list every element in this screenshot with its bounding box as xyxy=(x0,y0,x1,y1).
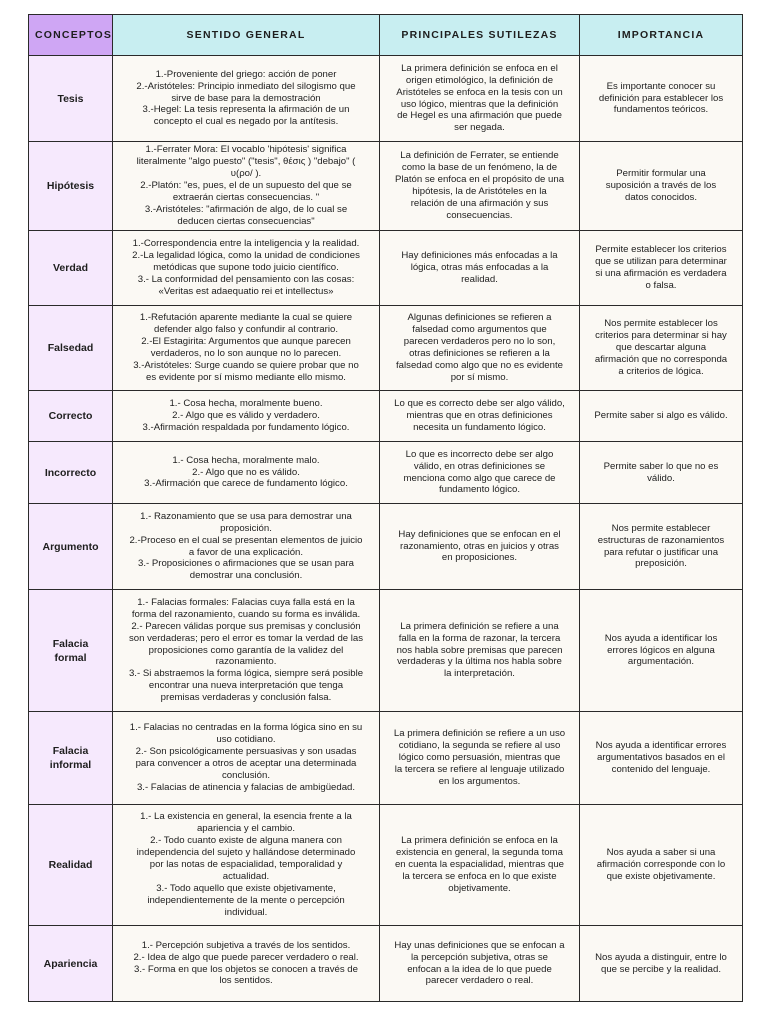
text-line: 1.-Proveniente del griego: acción de poner xyxy=(155,68,337,80)
text-line: proposiciones como garantía de la validez del xyxy=(148,644,344,656)
text-line: o falsa. xyxy=(645,279,677,291)
sutilezas-cell xyxy=(380,926,580,1002)
text-line: 3.- Forma en que los objetos se conocen a través de xyxy=(134,963,358,975)
text-line: uso lógico, mientras que la definición xyxy=(400,98,559,110)
sutilezas-cell xyxy=(380,442,580,504)
text-line: Falsedad xyxy=(47,342,94,354)
text-line: falsedad como algo que no es evidente xyxy=(396,359,563,371)
text-line: 2.- Son psicológicamente persuasivas y son usadas xyxy=(135,746,357,758)
text-line: 2.- Algo que no es válido. xyxy=(192,466,300,478)
text-line: 1.-Refutación aparente mediante la cual se quiere xyxy=(139,312,353,324)
text-line: 1.- Cosa hecha, moralmente bueno. xyxy=(169,398,323,410)
text-line: formal xyxy=(54,651,87,664)
text-line: estructuras de razonamientos xyxy=(597,534,725,546)
text-line: 2.-Platón: "es, pues, el de un supuesto del que se xyxy=(140,180,352,192)
text-line: 3.-Afirmación respaldada por fundamento lógico. xyxy=(142,421,350,433)
text-line: Nos ayuda a distinguir, entre lo xyxy=(595,951,727,963)
importancia-cell xyxy=(580,712,743,805)
sentido-general-cell xyxy=(113,56,380,142)
text-line: suposición a través de los xyxy=(605,180,717,192)
text-line: 3.- Falacias de atinencia y falacias de ambigüedad. xyxy=(136,781,356,793)
sutilezas-cell xyxy=(380,391,580,442)
text-line: «Veritas est adaequatio rei et intellectus» xyxy=(158,285,334,297)
importancia-cell xyxy=(580,590,743,712)
text-line: Permitir formular una xyxy=(616,168,706,180)
text-line: proposición. xyxy=(220,522,272,534)
text-line: necesita un fundamento lógico. xyxy=(413,421,546,433)
sutilezas-cell xyxy=(380,504,580,590)
text-line: a favor de una explicación. xyxy=(188,546,304,558)
table-header xyxy=(29,15,743,56)
concept-cell xyxy=(29,306,113,391)
text-line: lógica, otras más enfocadas a la xyxy=(410,262,549,274)
importancia-cell xyxy=(580,56,743,142)
header-sentido-general: SENTIDO GENERAL xyxy=(113,15,380,56)
table-row-apariencia xyxy=(29,926,743,1002)
text-line: que existe objetivamente. xyxy=(606,870,716,882)
text-line: Argumento xyxy=(42,540,99,553)
importancia-cell xyxy=(580,926,743,1002)
text-line: informal xyxy=(49,759,92,771)
text-line: Hipótesis xyxy=(46,180,95,192)
text-line: uso cotidiano. xyxy=(216,734,276,746)
text-line: individual. xyxy=(224,906,268,918)
text-line: fundamento lógico. xyxy=(438,484,521,496)
concepts-table xyxy=(28,14,743,1002)
text-line: conclusión. xyxy=(222,769,270,781)
table-row-tesis xyxy=(29,56,743,142)
text-line: que se utilizan para determinar xyxy=(595,256,727,268)
text-line: falla en la forma de razonar, la tercera xyxy=(398,632,561,644)
text-line: a criterios de lógica. xyxy=(618,365,704,377)
importancia-cell xyxy=(580,231,743,306)
text-line: argumentación. xyxy=(627,656,695,668)
text-line: 1.-Correspondencia entre la inteligencia y la realidad. xyxy=(132,238,360,250)
text-line: razonamiento. xyxy=(215,656,277,668)
importancia-cell xyxy=(580,391,743,442)
text-line: la percepción subjetiva, otras se xyxy=(410,951,549,963)
text-line: errores lógicos en alguna xyxy=(607,644,715,656)
sentido-general-cell xyxy=(113,391,380,442)
text-line: válido, en otras definiciones se xyxy=(413,460,546,472)
sentido-general-cell xyxy=(113,306,380,391)
concept-cell xyxy=(29,504,113,590)
text-line: 3.-Aristóteles: Surge cuando se quiere probar que no xyxy=(133,359,359,371)
concept-cell xyxy=(29,56,113,142)
text-line: Correcto xyxy=(48,410,93,422)
text-line: en los argumentos. xyxy=(438,775,521,787)
text-line: falsedad como argumentos que xyxy=(412,324,547,336)
text-line: premisas verdaderas y conclusión falsa. xyxy=(160,692,332,704)
text-line: ser negada. xyxy=(454,122,505,134)
text-line: metódicas que supone todo juicio científico. xyxy=(153,262,339,274)
text-line: cotidiano, la segunda se refiere al uso xyxy=(398,740,561,752)
text-line: 3.- La conformidad del pensamiento con las cosas: xyxy=(137,273,355,285)
text-line: razonamiento, otras en juicios y otras xyxy=(400,540,559,552)
sentido-general-cell xyxy=(113,231,380,306)
importancia-cell xyxy=(580,142,743,231)
text-line: 2.- Algo que es válido y verdadero. xyxy=(172,410,320,422)
text-line: preposición. xyxy=(635,558,687,570)
text-line: datos conocidos. xyxy=(625,191,697,203)
table-row-hipotesis xyxy=(29,142,743,231)
table-row-realidad xyxy=(29,805,743,926)
text-line: objetivamente. xyxy=(448,882,511,894)
text-line: otras definiciones se refieren a la xyxy=(409,348,550,359)
text-line: demostrar una conclusión. xyxy=(189,570,303,582)
table-body xyxy=(29,56,743,1002)
text-line: que se percibe y la realidad. xyxy=(601,963,721,975)
text-line: argumentativos basados en el xyxy=(597,752,725,764)
text-line: criterios para determinar si hay xyxy=(595,330,727,342)
text-line: definición para establecer los xyxy=(598,92,724,104)
table-row-falacia-informal xyxy=(29,712,743,805)
concepts-table-container xyxy=(28,14,742,1002)
text-line: verdaderas y la última nos habla sobre xyxy=(397,656,562,668)
text-line: 3.-Hegel: La tesis representa la afirmación de un xyxy=(142,104,350,116)
text-line: que descartar alguna xyxy=(615,342,707,354)
text-line: afirmación corresponde con lo xyxy=(596,859,726,871)
sutilezas-cell xyxy=(380,805,580,926)
text-line: Nos ayuda a saber si una xyxy=(606,847,716,859)
text-line: 2.-El Estagirita: Argumentos que aunque parecen xyxy=(141,336,351,348)
text-line: 2.-Proceso en el cual se presentan elementos de juicio xyxy=(129,534,363,546)
text-line: 2.-La legalidad lógica, como la unidad de condiciones xyxy=(132,250,360,262)
text-line: Verdad xyxy=(52,262,89,274)
text-line: 2.- Parecen válidas porque sus premisas y conclusión xyxy=(131,620,361,632)
text-line: Realidad xyxy=(48,859,93,871)
text-line: válido. xyxy=(647,472,675,484)
sutilezas-cell xyxy=(380,142,580,231)
text-line: por sí mismo. xyxy=(450,371,509,383)
text-line: apariencia y el cambio. xyxy=(196,823,296,835)
text-line: existencia en general, la segunda toma xyxy=(396,847,563,859)
importancia-cell xyxy=(580,504,743,590)
table-row-verdad xyxy=(29,231,743,306)
text-line: 1.- Falacias no centradas en la forma lógica sino en su xyxy=(129,722,363,734)
text-line: extraerán ciertas consecuencias. " xyxy=(172,191,320,203)
header-importancia: IMPORTANCIA xyxy=(580,15,743,56)
concept-cell xyxy=(29,231,113,306)
text-line: Es importante conocer su xyxy=(606,80,716,92)
text-line: defender algo falso y confundir al contrario. xyxy=(154,324,338,336)
text-line: forma del razonamiento, cuando su forma es inválida. xyxy=(131,608,361,620)
text-line: La definición de Ferrater, se entiende xyxy=(400,150,559,162)
importancia-cell xyxy=(580,306,743,391)
text-line: 3.- Si abstraemos la forma lógica, siempre será posible xyxy=(128,668,364,680)
text-line: Lo que es incorrecto debe ser algo xyxy=(405,448,554,460)
sutilezas-cell xyxy=(380,56,580,142)
text-line: deducen ciertas consecuencias" xyxy=(177,215,315,227)
text-line: contenido del lenguaje. xyxy=(611,763,711,775)
text-line: 3.-Aristóteles: "afirmación de algo, de lo cual se xyxy=(144,203,348,215)
sutilezas-cell xyxy=(380,306,580,391)
text-line: Hay unas definiciones que se enfocan a xyxy=(394,939,565,951)
text-line: para convencer a otros de aceptar una determinada xyxy=(135,758,357,769)
sutilezas-cell xyxy=(380,231,580,306)
text-line: 2.- Idea de algo que puede parecer verdadero o real. xyxy=(133,951,359,963)
text-line: verdaderos, no lo son aunque no lo parecen. xyxy=(150,348,342,359)
text-line: 1.-Ferrater Mora: El vocablo 'hipótesis' significa xyxy=(145,144,347,156)
concept-cell xyxy=(29,391,113,442)
text-line: por las notas de espacialidad, temporalidad y xyxy=(149,859,343,871)
text-line: Nos permite establecer los xyxy=(604,318,718,330)
text-line: 3.-Afirmación que carece de fundamento lógico. xyxy=(144,478,348,490)
text-line: Nos permite establecer xyxy=(611,522,711,534)
text-line: son verdaderas; pero el error es tomar la verdad de las xyxy=(128,632,364,644)
text-line: Lo que es correcto debe ser algo válido, xyxy=(394,398,565,410)
text-line: La primera definición se enfoca en la xyxy=(401,835,558,847)
text-line: literalmente "algo puesto" ("tesis", θέσις ) "debajo" ( xyxy=(136,156,356,168)
text-line: lógico como persuasión, mientras que xyxy=(398,752,561,764)
table-row-argumento xyxy=(29,504,743,590)
text-line: Tesis xyxy=(57,92,84,105)
text-line: menciona como algo que carece de xyxy=(403,472,556,484)
sentido-general-cell xyxy=(113,442,380,504)
sentido-general-cell xyxy=(113,590,380,712)
sutilezas-cell xyxy=(380,712,580,805)
importancia-cell xyxy=(580,442,743,504)
text-line: 1.- Cosa hecha, moralmente malo. xyxy=(172,454,320,466)
text-line: sirve de base para la demostración xyxy=(171,92,321,104)
text-line: La primera definición se enfoca en el xyxy=(401,62,558,74)
text-line: origen etimológico, la definición de xyxy=(405,74,554,86)
text-line: 1.- Percepción subjetiva a través de los sentidos. xyxy=(141,939,351,951)
text-line: Apariencia xyxy=(43,957,98,970)
text-line: en proposiciones. xyxy=(441,552,518,564)
table-row-falacia-formal xyxy=(29,590,743,712)
text-line: Permite saber si algo es válido. xyxy=(594,410,728,422)
text-line: Nos ayuda a identificar los xyxy=(604,632,718,644)
text-line: independientemente de la mente o percepción xyxy=(147,894,345,906)
text-line: parecen verdaderos pero no lo son, xyxy=(403,336,556,348)
text-line: Falacia xyxy=(52,637,89,650)
concept-cell xyxy=(29,805,113,926)
text-line: Falacia xyxy=(52,745,89,757)
text-line: enfocan a la idea de lo que puede xyxy=(407,963,552,975)
text-line: en cuenta la espacialidad, mientras que xyxy=(394,859,565,871)
text-line: mientras que en otras definiciones xyxy=(406,410,553,422)
concept-cell xyxy=(29,926,113,1002)
sentido-general-cell xyxy=(113,504,380,590)
sentido-general-cell xyxy=(113,926,380,1002)
header-principales-sutilezas: PRINCIPALES SUTILEZAS xyxy=(380,15,580,56)
text-line: como la base de un fenómeno, la de xyxy=(401,162,558,174)
sentido-general-cell xyxy=(113,805,380,926)
table-row-falsedad xyxy=(29,306,743,391)
table-row-correcto xyxy=(29,391,743,442)
text-line: Hay definiciones más enfocadas a la xyxy=(401,250,558,262)
text-line: concepto el cual es negado por la antítesis. xyxy=(153,116,339,128)
text-line: de Hegel es una afirmación que puede xyxy=(397,110,562,122)
text-line: para refutar o justificar una xyxy=(603,546,719,558)
text-line: 3.- Todo aquello que existe objetivamente, xyxy=(156,882,336,894)
text-line: independencia del sujeto y hallándose determinado xyxy=(136,847,356,859)
text-line: Permite establecer los criterios xyxy=(595,244,727,256)
text-line: nos habla sobre premisas que parecen xyxy=(396,644,563,656)
importancia-cell xyxy=(580,805,743,926)
text-line: fundamentos teóricos. xyxy=(613,104,709,116)
text-line: La primera definición se refiere a una xyxy=(400,620,559,632)
text-line: es evidente por sí mismo mediante ello mismo. xyxy=(146,371,346,383)
table-row-incorrecto xyxy=(29,442,743,504)
text-line: afirmación que no corresponda xyxy=(594,353,728,365)
text-line: 2.-Aristóteles: Principio inmediato del silogismo que xyxy=(136,80,356,92)
text-line: encontrar una nueva interpretación que tenga xyxy=(148,680,344,692)
header-row xyxy=(29,15,743,56)
text-line: Aristóteles se enfoca en la tesis con un xyxy=(396,86,563,98)
text-line: Permite saber lo que no es xyxy=(603,460,719,472)
concept-cell xyxy=(29,142,113,231)
text-line: relación de una afirmación y sus xyxy=(410,197,549,209)
text-line: la tercera se refiere al lenguaje utilizado xyxy=(394,763,565,775)
text-line: los sentidos. xyxy=(219,975,273,987)
sutilezas-cell xyxy=(380,590,580,712)
text-line: υ(ρο/ ). xyxy=(230,168,262,180)
text-line: 1.- La existencia en general, la esencia frente a la xyxy=(140,811,352,823)
sentido-general-cell xyxy=(113,142,380,231)
text-line: consecuencias. xyxy=(446,209,513,221)
concept-cell xyxy=(29,442,113,504)
text-line: 3.- Proposiciones o afirmaciones que se usan para xyxy=(138,558,354,570)
text-line: Platón se enfoca en el propósito de una xyxy=(394,174,565,186)
text-line: hipótesis, la de Aristóteles en la xyxy=(412,186,547,197)
header-conceptos: CONCEPTOS xyxy=(29,15,113,56)
text-line: realidad. xyxy=(461,273,498,285)
concept-cell xyxy=(29,712,113,805)
text-line: la interpretación. xyxy=(444,668,515,680)
text-line: la tercera se enfoca en lo que existe xyxy=(402,870,557,882)
text-line: 1.- Falacias formales: Falacias cuya falla está en la xyxy=(137,596,355,608)
text-line: Nos ayuda a identificar errores xyxy=(595,740,727,752)
text-line: si una afirmación es verdadera xyxy=(595,268,727,279)
sentido-general-cell xyxy=(113,712,380,805)
text-line: actualidad. xyxy=(222,870,270,882)
text-line: 2.- Todo cuanto existe de alguna manera con xyxy=(150,835,342,847)
text-line: Algunas definiciones se refieren a xyxy=(407,312,552,324)
text-line: La primera definición se refiere a un uso xyxy=(393,728,566,740)
text-line: parecer verdadero o real. xyxy=(425,975,534,987)
concept-cell xyxy=(29,590,113,712)
text-line: Hay definiciones que se enfocan en el xyxy=(398,528,561,540)
text-line: 1.- Razonamiento que se usa para demostrar una xyxy=(140,510,352,522)
text-line: Incorrecto xyxy=(44,466,97,479)
